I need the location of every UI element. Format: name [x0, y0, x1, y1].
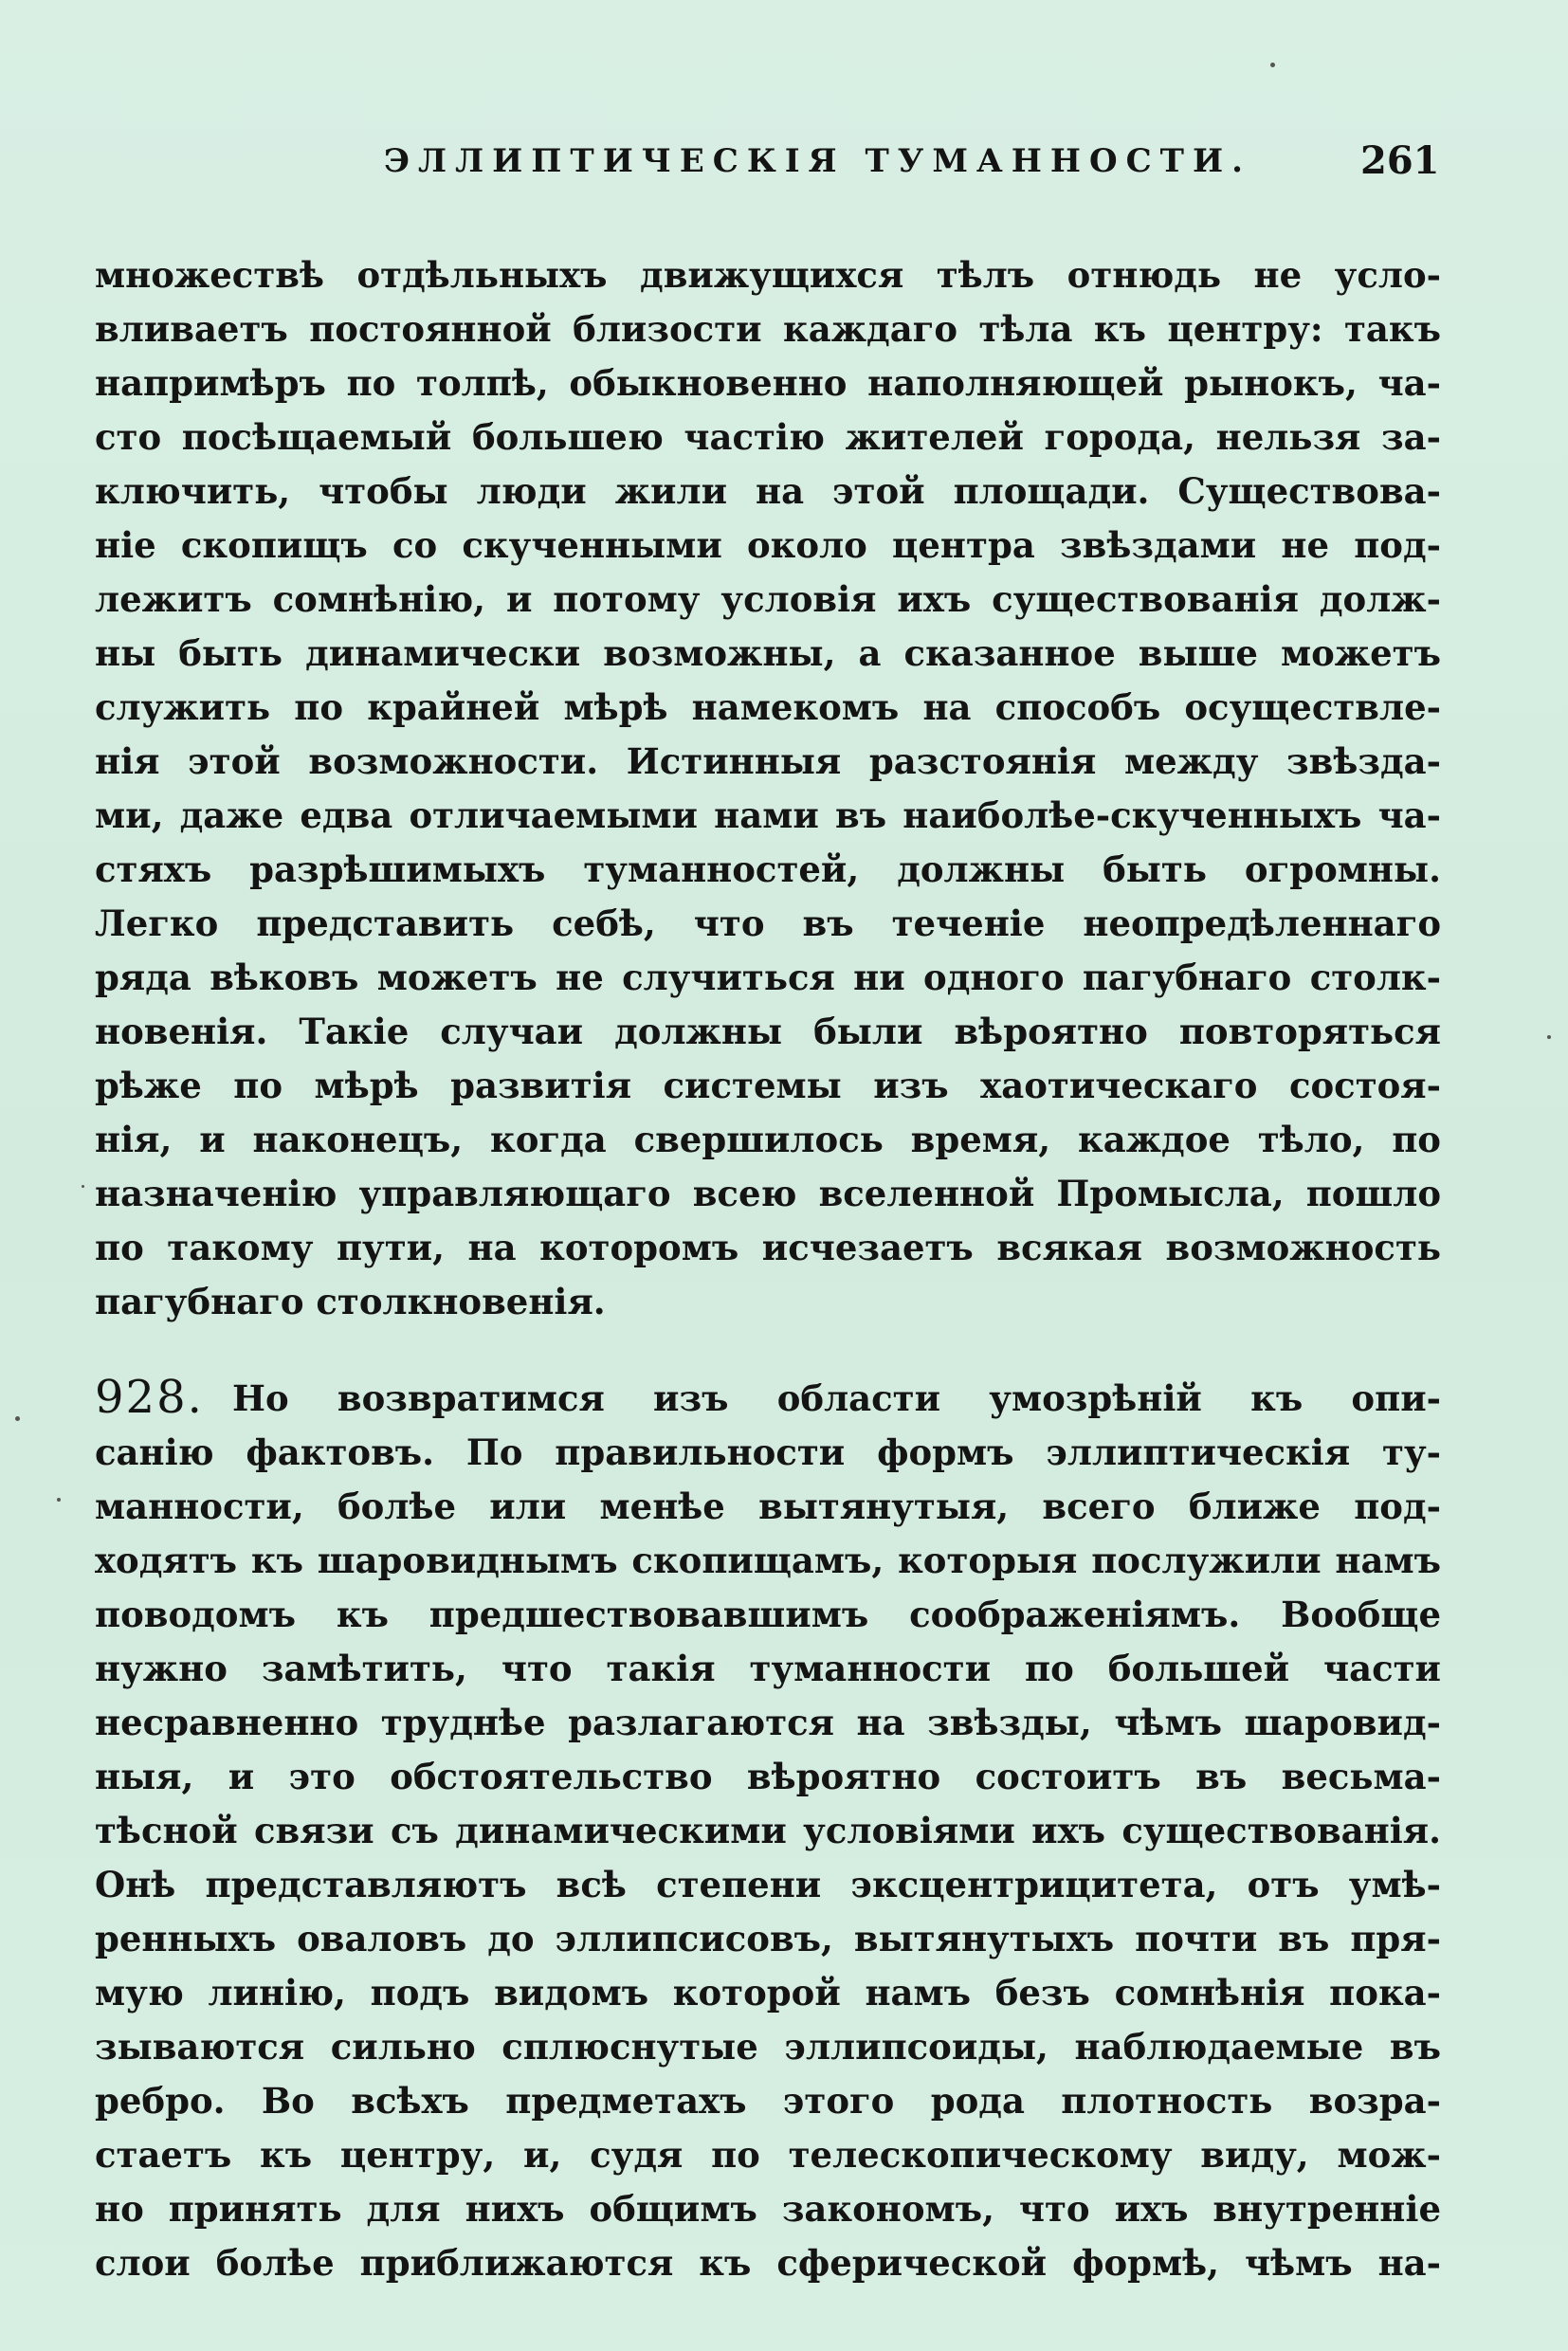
text-line: ходятъ къ шаровиднымъ скопищамъ, которыя послужили намъ: [95, 1540, 1441, 1581]
page-number: 261: [1360, 138, 1440, 183]
text-line: ніе скопищъ со скученными около центра звѣздами не под-: [95, 524, 1441, 566]
text-line: нія, и наконецъ, когда свершилось время, каждое тѣло, по: [95, 1119, 1441, 1160]
text-line: ныя, и это обстоятельство вѣроятно состоитъ въ весьма-: [95, 1756, 1441, 1797]
print-speck: [82, 1185, 84, 1188]
text-line: рѣже по мѣрѣ развитія системы изъ хаотическаго состоя-: [95, 1065, 1441, 1106]
text-line: слои болѣе приближаются къ сферической формѣ, чѣмъ на-: [95, 2242, 1441, 2284]
text-line: множествѣ отдѣльныхъ движущихся тѣлъ отнюдь не усло-: [95, 254, 1441, 296]
text-line: пагубнаго столкновенія.: [95, 1281, 606, 1322]
text-line: назначенію управляющаго всею вселенной Промысла, пошло: [95, 1173, 1441, 1214]
text-line: сто посѣщаемый большею частію жителей города, нельзя за-: [95, 416, 1441, 458]
text-line: несравненно труднѣе разлагаются на звѣзды, чѣмъ шаровид-: [95, 1702, 1441, 1743]
text-line: поводомъ къ предшествовавшимъ соображеніямъ. Вообще: [95, 1594, 1441, 1635]
text-line: ряда вѣковъ можетъ не случиться ни одного пагубнаго столк-: [95, 957, 1441, 998]
text-line: нія этой возможности. Истинныя разстоянія между звѣзда-: [95, 740, 1441, 782]
text-line: ны быть динамически возможны, а сказанное выше можетъ: [95, 632, 1441, 674]
text-line: напримѣръ по толпѣ, обыкновенно наполняющей рынокъ, ча-: [95, 362, 1441, 404]
text-line: вливаетъ постоянной близости каждаго тѣла къ центру: такъ: [95, 308, 1441, 350]
text-line: мую линію, подъ видомъ которой намъ безъ сомнѣнія пока-: [95, 1972, 1441, 2014]
text-line: служить по крайней мѣрѣ намекомъ на способъ осуществле-: [95, 686, 1441, 728]
text-line: новенія. Такіе случаи должны были вѣроятно повторяться: [95, 1011, 1441, 1052]
running-title: ЭЛЛИПТИЧЕСКІЯ ТУМАННОСТИ.: [384, 142, 1251, 180]
text-line: ми, даже едва отличаемыми нами въ наиболѣе-скученныхъ ча-: [95, 794, 1441, 836]
text-line: стаетъ къ центру, и, судя по телескопическому виду, мож-: [95, 2134, 1441, 2176]
paragraph-number: 928.: [95, 1371, 204, 1424]
text-line: ключить, чтобы люди жили на этой площади. Существова-: [95, 470, 1441, 512]
text-line: зываются сильно сплюснутые эллипсоиды, наблюдаемые въ: [95, 2026, 1441, 2068]
text-line: стяхъ разрѣшимыхъ туманностей, должны быть огромны.: [95, 848, 1441, 890]
text-line: по такому пути, на которомъ исчезаетъ всякая возможность: [95, 1227, 1441, 1268]
text-line: Онѣ представляютъ всѣ степени эксцентрицитета, отъ умѣ-: [95, 1864, 1441, 1905]
text-line: манности, болѣе или менѣе вытянутыя, всего ближе под-: [95, 1485, 1441, 1527]
text-line: Но возвратимся изъ области умозрѣній къ опи-: [232, 1377, 1441, 1419]
text-line: тѣсной связи съ динамическими условіями ихъ существованія.: [95, 1810, 1441, 1851]
text-line: ренныхъ оваловъ до эллипсисовъ, вытянутыхъ почти въ пря-: [95, 1918, 1441, 1959]
text-line: санію фактовъ. По правильности формъ эллиптическія ту-: [95, 1431, 1441, 1473]
print-speck: [57, 1498, 61, 1502]
text-line: ребро. Во всѣхъ предметахъ этого рода плотность возра-: [95, 2080, 1441, 2122]
print-speck: [15, 1416, 20, 1421]
text-line: нужно замѣтить, что такія туманности по большей части: [95, 1648, 1441, 1689]
text-line: но принять для нихъ общимъ закономъ, что ихъ внутренніе: [95, 2188, 1441, 2230]
print-speck: [1547, 1035, 1551, 1039]
text-line: лежитъ сомнѣнію, и потому условія ихъ существованія долж-: [95, 578, 1441, 620]
text-line: Легко представить себѣ, что въ теченіе неопредѣленнаго: [95, 902, 1441, 944]
print-speck: [1270, 63, 1275, 67]
